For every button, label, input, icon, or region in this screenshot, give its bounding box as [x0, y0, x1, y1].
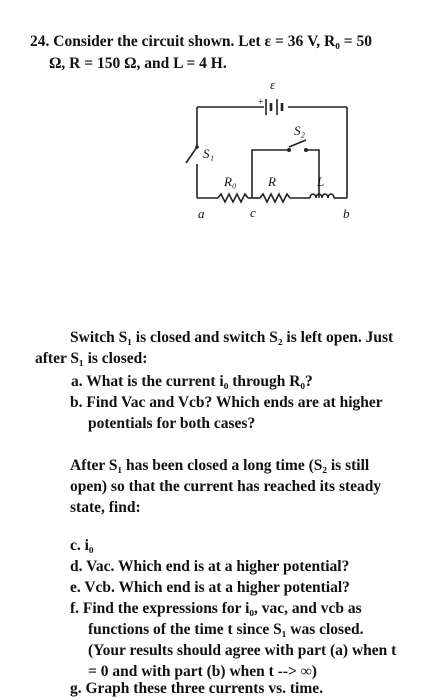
problem-line-1: 24. Consider the circuit shown. Let ε = 36 V, R₀ = 50 — [30, 33, 372, 50]
problem-line-2: Ω, R = 150 Ω, and L = 4 H. — [49, 55, 227, 72]
part1-line-1: Switch S₁ is closed and switch S₂ is left open. Just — [70, 329, 394, 346]
question-b-line-2: potentials for both cases? — [88, 415, 256, 432]
node-a-label: a — [198, 206, 205, 221]
question-b-line-1: b. Find Vac and Vcb? Which ends are at higher — [70, 394, 383, 411]
battery-icon — [266, 99, 282, 115]
l-label: L — [317, 174, 325, 189]
emf-plus-label: + — [258, 97, 264, 108]
question-d: d. Vac. Which end is at a higher potential? — [70, 558, 350, 575]
emf-label: ε — [270, 77, 276, 92]
s1-label: S₁ — [203, 146, 215, 161]
switch-s2-contact — [304, 148, 308, 152]
node-b-label: b — [343, 206, 350, 221]
question-f-line-1: f. Find the expressions for i₀, vac, and vcb as — [70, 600, 362, 617]
question-c: c. i₀ — [70, 537, 94, 554]
part2-line-3: state, find: — [70, 499, 141, 516]
switch-s1-pivot — [195, 145, 199, 149]
part1-line-2: after S₁ is closed: — [35, 350, 148, 367]
switch-s2-pivot — [287, 148, 291, 152]
r0-label: R₀ — [224, 174, 237, 189]
r-label: R — [268, 174, 276, 189]
s2-label: S₂ — [294, 123, 306, 138]
question-a: a. What is the current i₀ through R₀? — [71, 373, 313, 390]
question-f-line-4: = 0 and with part (b) when t --> ∞) — [88, 663, 317, 680]
question-f-line-3: (Your results should agree with part (a) when t — [88, 642, 397, 659]
question-g: g. Graph these three currents vs. time. — [70, 680, 323, 697]
question-f-line-2: functions of the time t since S₁ was closed. — [88, 621, 364, 638]
part2-line-2: open) so that the current has reached its steady — [70, 478, 382, 495]
circuit-diagram — [0, 75, 448, 305]
question-e: e. Vcb. Which end is at a higher potential? — [70, 579, 350, 596]
node-c-label: c — [250, 205, 256, 220]
part2-line-1: After S₁ has been closed a long time (S₂ is still — [70, 457, 370, 474]
